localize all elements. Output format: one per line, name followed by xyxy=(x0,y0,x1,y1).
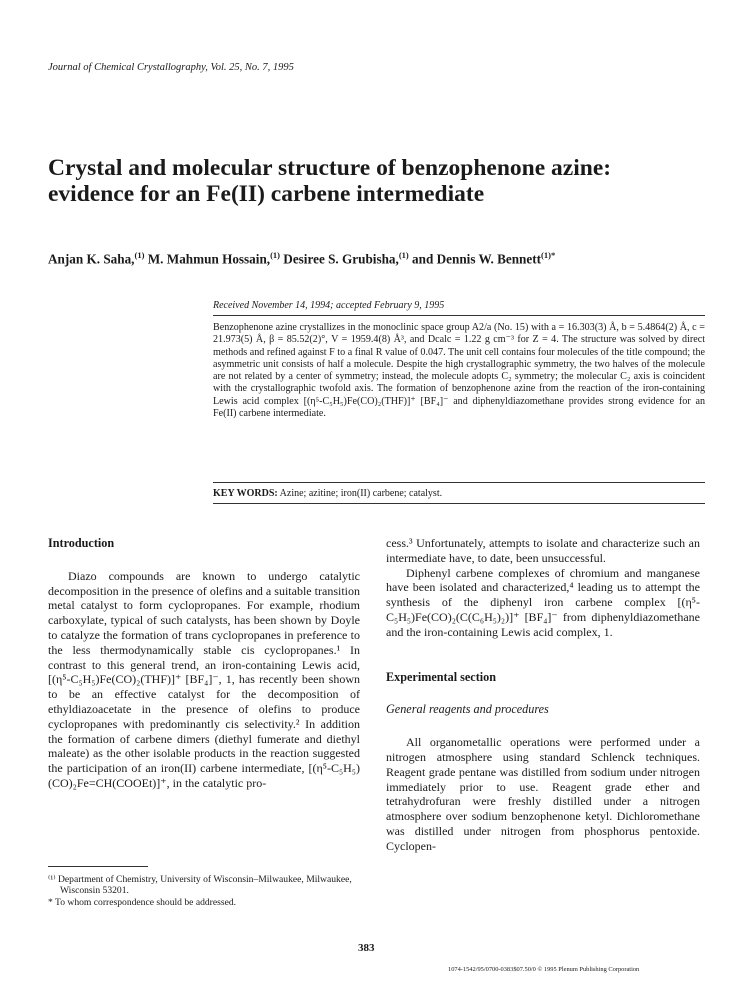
author-name: and Dennis W. Bennett xyxy=(412,251,542,267)
author-name: Anjan K. Saha, xyxy=(48,251,135,267)
intro-heading: Introduction xyxy=(48,536,115,550)
experimental-subheading: General reagents and procedures xyxy=(386,702,549,717)
keywords-list: Azine; azitine; iron(II) carbene; catalyst. xyxy=(277,488,443,499)
abstract-top-rule xyxy=(213,315,705,316)
author-affiliation: (1) xyxy=(398,250,409,260)
footnotes xyxy=(48,874,360,908)
abstract: Benzophenone azine crystallizes in the monoclinic space group A2/a (No. 15) with a = 16.303(3) Å, b = 5.4864(2) Å, c = 21.973(5) Å, β = 85.52(2)°, V = 1959.4(8) Å³, and Dcalc = 1.22 g cm⁻³ for Z = 4. The structure was solved by direct methods and refined against F to a final R value of 0.047. The unit cell contains four molecules of the title compound; the asymmetric unit consists of half a molecule. Despite the high crystallographic symmetry, the two halves of the molecule are not related by a center of symmetry; instead, the molecule adopts C₂ symmetry; the molecular C₂ axis is coincident with the crystallographic twofold axis. The formation of benzophenone azine from the reaction of the iron-containing Lewis acid complex [(η⁵-C₅H₅)Fe(CO)₂(THF)]⁺ [BF₄]⁻ and diphenyldiazomethane provides strong evidence for an Fe(II) carbene intermediate. xyxy=(213,322,705,420)
copyright-footer: 1074-1542/95/0700-0383$07.50/0 © 1995 Plenum Publishing Corporation xyxy=(448,966,640,973)
page-number: 383 xyxy=(358,942,375,954)
received-dates: Received November 14, 1994; accepted February 9, 1995 xyxy=(213,300,445,311)
title-line-2: evidence for an Fe(II) carbene intermediate xyxy=(48,181,485,207)
right-paragraph-2: Diphenyl carbene complexes of chromium and manganese have been isolated and characterized,⁴ leading us to attempt the synthesis of the diphenyl iron carbene complex [(η⁵-C₅H₅)Fe(CO)₂(C(C₆H₅)₂)]⁺ [BF₄]⁻ from diphenyldiazomethane and the iron-containing Lewis acid complex, 1. xyxy=(386,565,700,639)
right-column xyxy=(386,536,700,854)
author-name: Desiree S. Grubisha, xyxy=(283,251,399,267)
left-column xyxy=(48,536,360,791)
abstract-bottom-rule xyxy=(213,482,705,483)
footnote-rule xyxy=(48,866,148,867)
author-name: M. Mahmun Hossain, xyxy=(147,251,271,267)
title-line-1: Crystal and molecular structure of benzophenone azine: xyxy=(48,155,612,181)
experimental-heading: Experimental section xyxy=(386,669,497,684)
intro-paragraph: Diazo compounds are known to undergo catalytic decomposition in the presence of olefins and a suitable transition metal catalyst to form cyclopropanes. For example, rhodium carboxylate, typical of such catalysts, has been shown by Doyle to catalyze the formation of trans cyclopropanes in preference to the less thermodynamically stable cis cyclopropanes.¹ In contrast to this general trend, an iron-containing Lewis acid, [(η⁵-C₅H₅)Fe(CO)₂(THF)]⁺ [BF₄]⁻, 1, has recently been shown to be an effective catalyst for the decomposition of ethyldiazoacetate in the presence of olefins to produce cyclopropanes with predominantly cis selectivity.² In addition the formation of carbene dimers (diethyl fumerate and diethyl maleate) as the other isolable products in the reaction suggested the participation of an iron(II) carbene intermediate, [(η⁵-C₅H₅)(CO)₂Fe=CH(COOEt)]⁺, in the catalytic pro- xyxy=(48,568,360,790)
keywords-bottom-rule xyxy=(213,503,705,504)
right-paragraph-1: cess.³ Unfortunately, attempts to isolate and characterize such an intermediate have, to date, been unsuccessful. xyxy=(386,536,700,565)
experimental-paragraph: All organometallic operations were performed under a nitrogen atmosphere using standard Schlenck techniques. Reagent grade pentane was distilled from sodium under nitrogen immediately prior to use. Reagent grade ether and tetrahydrofuran were freshly distilled under a nitrogen atmosphere over sodium benzophenone ketyl. Dichloromethane was distilled under nitrogen from phosphorus pentoxide. Cyclopen- xyxy=(386,735,700,853)
author-affiliation: (1) xyxy=(270,250,280,260)
author-affiliation: (1)* xyxy=(541,250,556,260)
keywords xyxy=(213,488,705,499)
footnote-affiliation: ⁽¹⁾ Department of Chemistry, University of Wisconsin–Milwaukee, Milwaukee, Wisconsin 53201. xyxy=(48,874,352,897)
paper-title xyxy=(48,155,708,207)
author-list xyxy=(48,250,708,267)
author-affiliation: (1) xyxy=(134,250,145,260)
journal-header: Journal of Chemical Crystallography, Vol. 25, No. 7, 1995 xyxy=(48,62,294,73)
footnote-correspondence: * To whom correspondence should be addressed. xyxy=(48,896,237,908)
keywords-label: KEY WORDS: xyxy=(213,488,278,499)
